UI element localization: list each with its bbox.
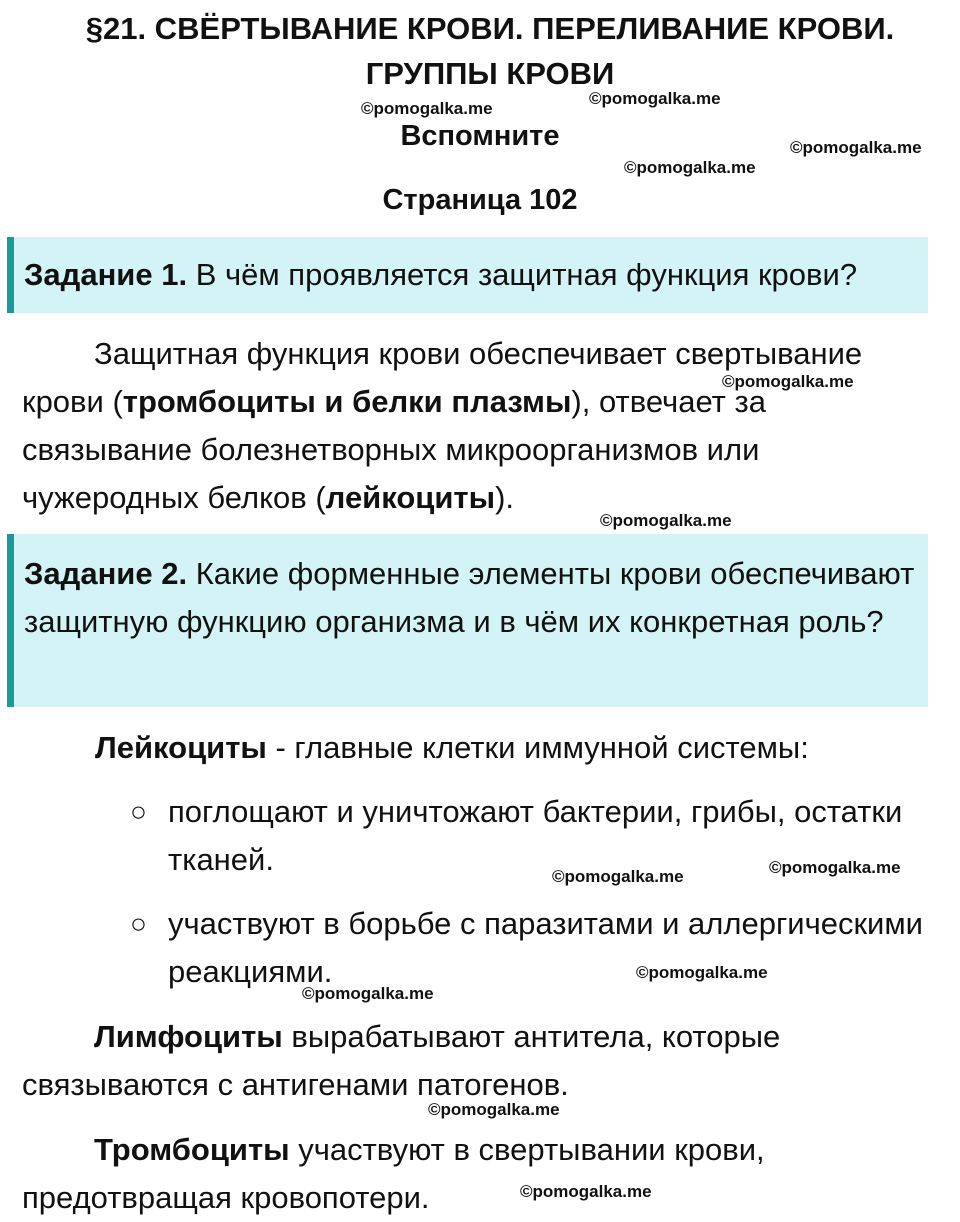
platelets-term: Тромбоциты [94, 1132, 290, 1167]
bullet-circle-icon: ○ [130, 908, 147, 939]
platelets-paragraph [22, 1126, 812, 1222]
lymphocytes-term: Лимфоциты [94, 1019, 283, 1054]
watermark-text: ©pomogalka.me [520, 1182, 652, 1201]
list-item-text: поглощают и уничтожают бактерии, грибы, остатки тканей. [168, 794, 903, 877]
page-number-heading: Страница 102 [382, 184, 578, 216]
answer-1-paragraph [22, 330, 942, 522]
lymphocytes-text: вырабатывают антитела, которые связываются с антигенами патогенов. [22, 1019, 781, 1102]
answer-1-term-leukocytes: лейкоциты [325, 480, 496, 515]
section-heading: Вспомните [400, 120, 560, 152]
task-1-label: Задание 1. [24, 257, 188, 292]
bullet-circle-icon: ○ [130, 796, 147, 827]
task-1-question: В чём проявляется защитная функция крови? [187, 257, 858, 292]
watermark-text: ©pomogalka.me [361, 99, 493, 118]
watermark-text: ©pomogalka.me [722, 372, 854, 391]
task-2-box [7, 534, 928, 707]
watermark-text: ©pomogalka.me [790, 138, 922, 157]
page-title: §21. СВЁРТЫВАНИЕ КРОВИ. ПЕРЕЛИВАНИЕ КРОВИ. ГРУППЫ КРОВИ [85, 11, 895, 91]
watermark-text: ©pomogalka.me [636, 963, 768, 982]
lymphocytes-paragraph [22, 1013, 942, 1109]
answer-1-term-platelets: тромбоциты и белки плазмы [122, 384, 572, 419]
watermark-text: ©pomogalka.me [302, 984, 434, 1003]
watermark-text: ©pomogalka.me [624, 158, 756, 177]
task-2-label: Задание 2. [24, 556, 188, 591]
list-item [130, 900, 950, 996]
leukocytes-text: - главные клетки иммунной системы: [266, 730, 809, 765]
list-item-text: участвуют в борьбе с паразитами и аллергическими реакциями. [168, 906, 923, 989]
watermark-text: ©pomogalka.me [428, 1100, 560, 1119]
platelets-text: участвуют в свертывании крови, предотвращая кровопотери. [22, 1132, 765, 1215]
watermark-text: ©pomogalka.me [552, 867, 684, 886]
leukocytes-term: Лейкоциты [95, 730, 267, 765]
leukocytes-paragraph [95, 724, 945, 772]
watermark-text: ©pomogalka.me [769, 858, 901, 877]
task-1-box [7, 237, 928, 313]
answer-1-text-b: ), отвечает за связывание болезнетворных микроорганизмов или чужеродных белков ( [22, 384, 766, 515]
task-2-question: Какие форменные элементы крови обеспечивают защитную функцию организма и в чём их конкретная роль? [24, 556, 915, 639]
answer-1-text-a: Защитная функция крови обеспечивает свертывание крови ( [22, 336, 863, 419]
answer-1-text-c: ). [495, 480, 514, 515]
watermark-text: ©pomogalka.me [600, 511, 732, 530]
watermark-text: ©pomogalka.me [589, 89, 721, 108]
